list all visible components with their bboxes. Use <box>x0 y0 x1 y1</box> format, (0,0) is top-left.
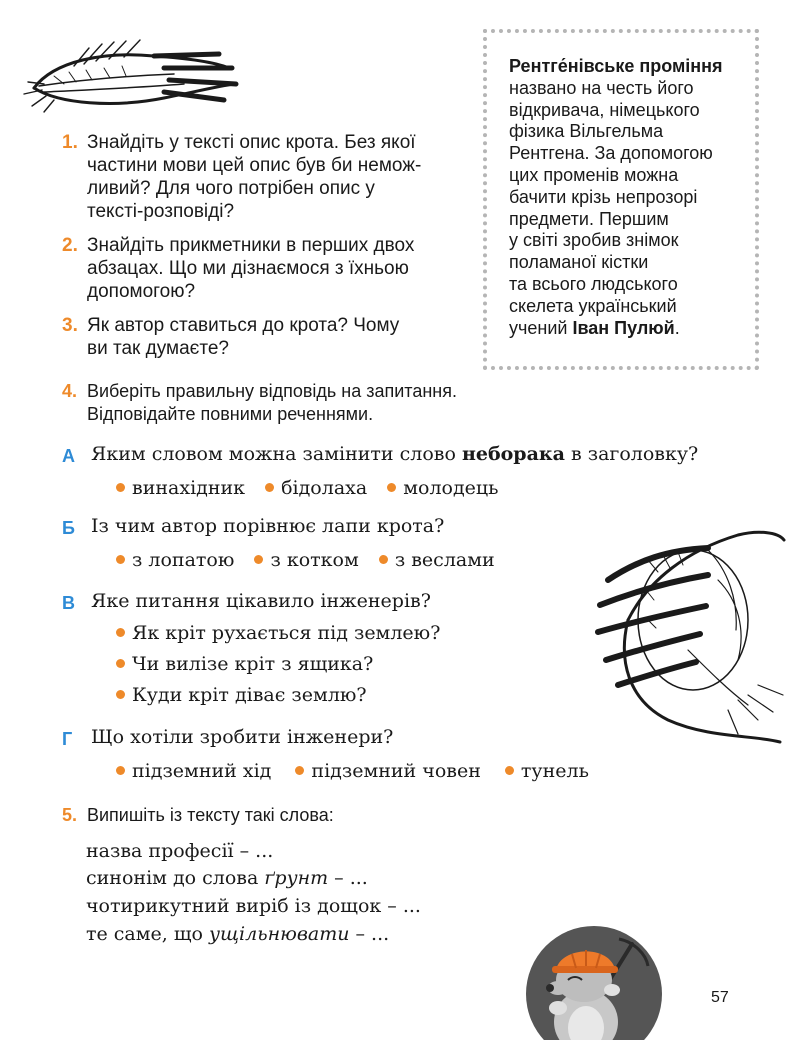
mole-helmet-illustration <box>524 924 664 1040</box>
word-task-line-1: назва професії – ... <box>86 840 274 862</box>
question-text: Знайдіть прикметники в перших двох абзацах. Що ми дізнаємося з їхньою допомогою? <box>87 235 415 302</box>
bullet-icon <box>116 483 125 492</box>
info-box-xray: Рентге́нівське проміння названо на честь його відкривача, німецького фізика Вільгельма Рентгена. За допомогою цих променів можна бачити крізь непрозорі предмети. Першим у світі зробив знімок поламаної кістки та всього людського скелета український учений Іван Пулюй. <box>483 29 759 370</box>
scientist-name: Іван Пулюй <box>572 317 675 338</box>
mole-paw-top-illustration <box>14 26 244 126</box>
question-5 <box>62 804 562 827</box>
word-task-line-2: синонім до слова ґрунт – ... <box>86 867 368 889</box>
option: з котком <box>254 549 358 571</box>
subquestion-a-text: Яким словом можна замінити слово неборака в заголовку? <box>91 443 699 465</box>
subquestion-b-text: Із чим автор порівнює лапи крота? <box>91 515 445 537</box>
question-number: 4. <box>62 381 78 401</box>
bullet-icon <box>116 628 125 637</box>
subquestion-letter-a: А <box>62 446 75 466</box>
subquestion-letter-b: Б <box>62 518 75 538</box>
info-box-title: Рентге́нівське проміння <box>509 56 723 76</box>
word-task-line-3: чотирикутний виріб із дощок – ... <box>86 895 421 917</box>
question-number: 2. <box>62 235 78 256</box>
subquestion-g-text: Що хотіли зробити інженери? <box>91 726 394 748</box>
bullet-icon <box>116 555 125 564</box>
subquestion-g-options <box>116 760 603 782</box>
option: підземний човен <box>295 760 480 782</box>
question-1 <box>62 131 462 223</box>
bullet-icon <box>295 766 304 775</box>
question-number: 5. <box>62 805 78 825</box>
subquestion-v-text: Яке питання цікавило інженерів? <box>91 590 431 612</box>
option: бідолаха <box>265 477 367 499</box>
option: тунель <box>505 760 589 782</box>
subquestion-b-options <box>116 549 509 571</box>
question-3 <box>62 314 462 360</box>
bullet-icon <box>265 483 274 492</box>
option: з лопатою <box>116 549 234 571</box>
bullet-icon <box>254 555 263 564</box>
bullet-icon <box>116 690 125 699</box>
option: винахідник <box>116 477 245 499</box>
option: підземний хід <box>116 760 271 782</box>
question-text: Випишіть із тексту такі слова: <box>87 805 334 825</box>
question-number: 3. <box>62 315 78 336</box>
bullet-icon <box>387 483 396 492</box>
option: з веслами <box>379 549 495 571</box>
bullet-icon <box>116 659 125 668</box>
option: молодець <box>387 477 498 499</box>
subquestion-letter-v: В <box>62 593 75 613</box>
mole-paw-right-illustration <box>588 520 788 745</box>
option: Куди кріт діває землю? <box>116 684 367 706</box>
subquestion-letter-g: Г <box>62 729 73 749</box>
option: Як кріт рухається під землею? <box>116 622 440 644</box>
question-number: 1. <box>62 132 78 153</box>
subquestion-a-options <box>116 477 512 499</box>
question-text: Виберіть правильну відповідь на запитання. Відповідайте повними реченнями. <box>87 381 457 424</box>
option: Чи вилізе кріт з ящика? <box>116 653 373 675</box>
question-2 <box>62 234 462 303</box>
bullet-icon <box>505 766 514 775</box>
question-text: Як автор ставиться до крота? Чому ви так думаєте? <box>87 315 400 359</box>
word-task-line-4: те саме, що ущільнювати – ... <box>86 923 390 945</box>
question-text: Знайдіть у тексті опис крота. Без якої частини мови цей опис був би немож- ливий? Для чого потрібен опис у тексті-розповіді? <box>87 132 422 222</box>
bullet-icon <box>116 766 125 775</box>
bullet-icon <box>379 555 388 564</box>
page-number: 57 <box>711 989 729 1006</box>
question-4 <box>62 380 582 426</box>
